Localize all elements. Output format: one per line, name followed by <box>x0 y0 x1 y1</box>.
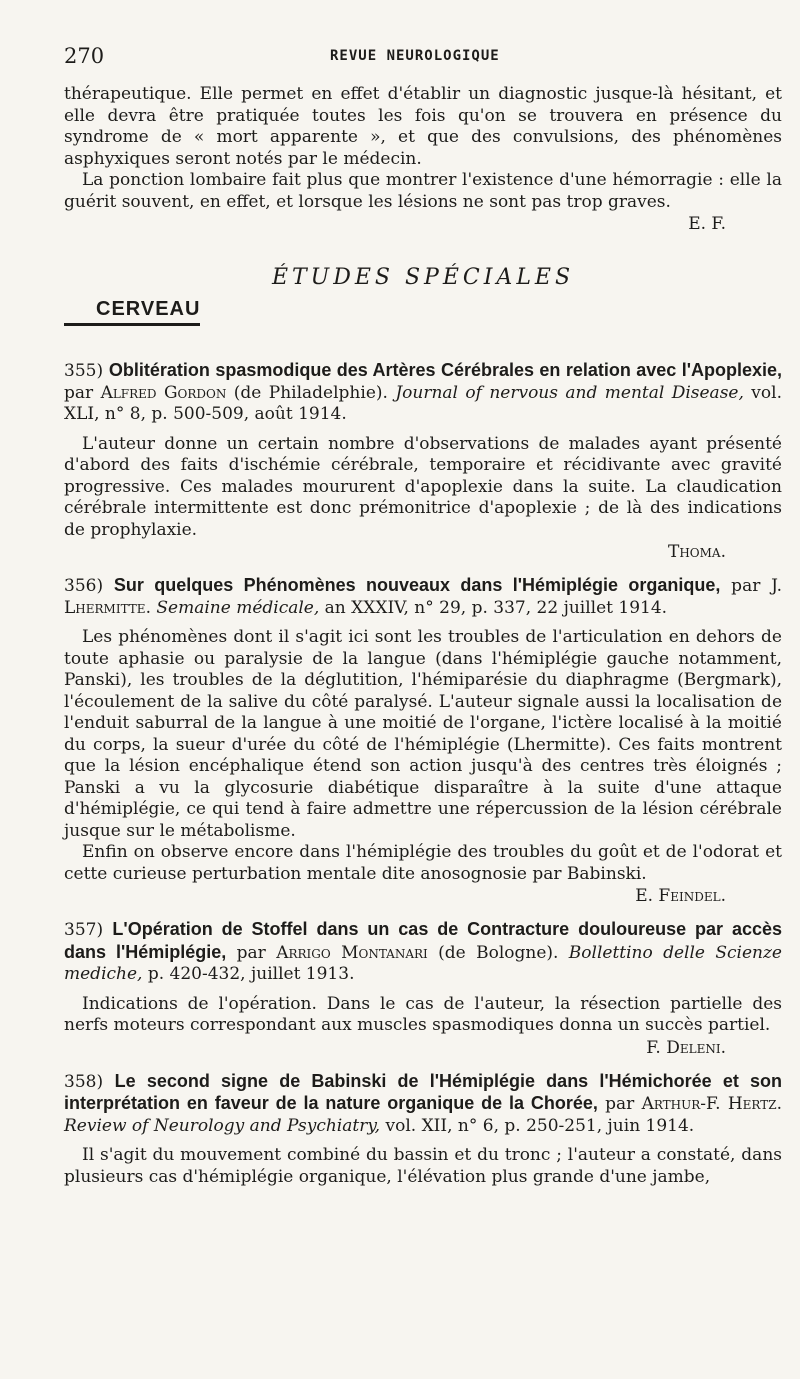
abstract-entry-356 <box>64 575 782 907</box>
entry-body: Les phénomènes dont il s'agit ici sont les troubles de l'articulation en dehors de toute aphasie ou paralysie de la langue (dans l'hémiplégie gauche notamment, Panski), les troubles de la déglutition, l'hémiparésie du diaphragme (Bergmark), l'écoulement de la salive du côté paralysé. L'auteur signale aussi la localisation de l'enduit saburral de la langue à une moitié de l'organe, l'ictère localisé à la moitié du corps, la sueur d'urée du côté de l'hémiplégie (Lhermitte). Ces faits montrent que la lésion encéphalique étend son action jusqu'à des centres très éloignés ; Panski a vu la glycosurie diabétique disparaître à la suite d'une attaque d'hémiplégie, ce qui tend à faire admettre une répercussion de la lésion cérébrale jusque sur le métabolisme. <box>64 627 782 841</box>
entry-meta: (de Bologne). <box>427 942 569 963</box>
section-subhead: CERVEAU <box>64 298 200 326</box>
intro-paragraph-2: La ponction lombaire fait plus que montrer l'existence d'une hémorragie : elle la guérit souvent, en effet, et lorsque les lésions ne sont pas trop graves. <box>64 170 782 212</box>
entry-heading <box>64 575 782 619</box>
entry-journal: Review of Neurology and Psychiatry, <box>64 1115 381 1136</box>
entry-signature: E. Feindel. <box>635 886 726 906</box>
entry-title: Sur quelques Phénomènes nouveaux dans l'Hémiplégie organique, <box>113 575 721 595</box>
entry-meta: (de Philadelphie). <box>226 382 396 403</box>
entry-signature: Thoma. <box>668 542 726 562</box>
entry-number: 358) <box>64 1071 104 1092</box>
entry-title: L'Opération de Stoffel dans un cas de Contracture douloureuse par accès dans l'Hémiplégie, <box>64 919 783 962</box>
entry-details: p. 420-432, juillet 1913. <box>142 964 355 984</box>
page-number: 270 <box>64 44 105 68</box>
section-title: ÉTUDES SPÉCIALES <box>271 265 575 290</box>
running-head: REVUE NEUROLOGIQUE <box>330 48 500 64</box>
entry-journal: Bollettino delle Scienze mediche, <box>64 942 782 984</box>
entry-number: 355) <box>64 361 104 381</box>
entry-details: vol. XLI, n° 8, p. 500-509, août 1914. <box>64 382 782 424</box>
abstract-entry-357 <box>64 919 782 1059</box>
page-header <box>64 44 784 74</box>
entry-number: 356) <box>64 576 104 596</box>
intro-signature: E. F. <box>688 214 726 234</box>
entry-details: vol. XII, n° 6, p. 250-251, juin 1914. <box>380 1115 695 1136</box>
entry-title: Oblitération spasmodique des Artères Cérébrales en relation avec l'Apoplexie, <box>108 360 782 380</box>
abstract-entry-358 <box>64 1071 782 1189</box>
page-content <box>64 84 782 1188</box>
entry-heading <box>64 360 782 426</box>
entry-details: an XXXIV, n° 29, p. 337, 22 juillet 1914. <box>319 597 668 618</box>
entry-author: Arthur-F. Hertz. <box>641 1094 782 1114</box>
entry-by: par <box>64 382 101 403</box>
entry-signature: F. Deleni. <box>646 1037 726 1058</box>
entry-author: J. Lhermitte. <box>64 576 782 618</box>
entry-heading <box>64 1071 782 1138</box>
intro-paragraph-1: thérapeutique. Elle permet en effet d'établir un diagnostic jusque-là hésitant, et elle devra être pratiquée toutes les fois qu'on se trouvera en présence du syndrome de « mort apparente », et que des convulsions, des phénomènes asphyxiques seront notés par le médecin. <box>64 84 782 169</box>
entry-heading <box>64 919 782 986</box>
entry-body: Il s'agit du mouvement combiné du bassin et du tronc ; l'auteur a constaté, dans plusieurs cas d'hémiplégie organique, l'élévation plus grande d'une jambe, <box>64 1145 782 1187</box>
abstract-entry-355 <box>64 360 782 563</box>
entry-body: Indications de l'opération. Dans le cas de l'auteur, la résection partielle des nerfs moteurs correspondant aux muscles spasmodiques donna un succès partiel. <box>64 993 782 1035</box>
entry-journal: Journal of nervous and mental Disease, <box>395 382 744 403</box>
entry-number: 357) <box>64 920 104 940</box>
entry-body-continued: Enfin on observe encore dans l'hémiplégie des troubles du goût et de l'odorat et cette curieuse perturbation mentale dite anosognosie par Babinski. <box>64 842 782 884</box>
entry-author: Alfred Gordon <box>100 382 227 403</box>
entry-by: par <box>720 576 772 596</box>
entry-by: par <box>597 1094 642 1114</box>
entry-by: par <box>226 942 277 963</box>
entry-journal: Semaine médicale, <box>156 597 320 618</box>
entry-author: Arrigo Montanari <box>276 942 428 963</box>
entry-body: L'auteur donne un certain nombre d'observations de malades ayant présenté d'abord des faits d'ischémie cérébrale, temporaire et récidivante avec gravité progressive. Ces malades moururent d'apoplexie dans la suite. La claudication cérébrale intermittente est donc prémonitrice d'apoplexie ; de là des indications de prophylaxie. <box>64 433 782 540</box>
entry-title: Le second signe de Babinski de l'Hémiplégie dans l'Hémichorée et son interprétation en faveur de la nature organique de la Chorée, <box>64 1070 783 1113</box>
